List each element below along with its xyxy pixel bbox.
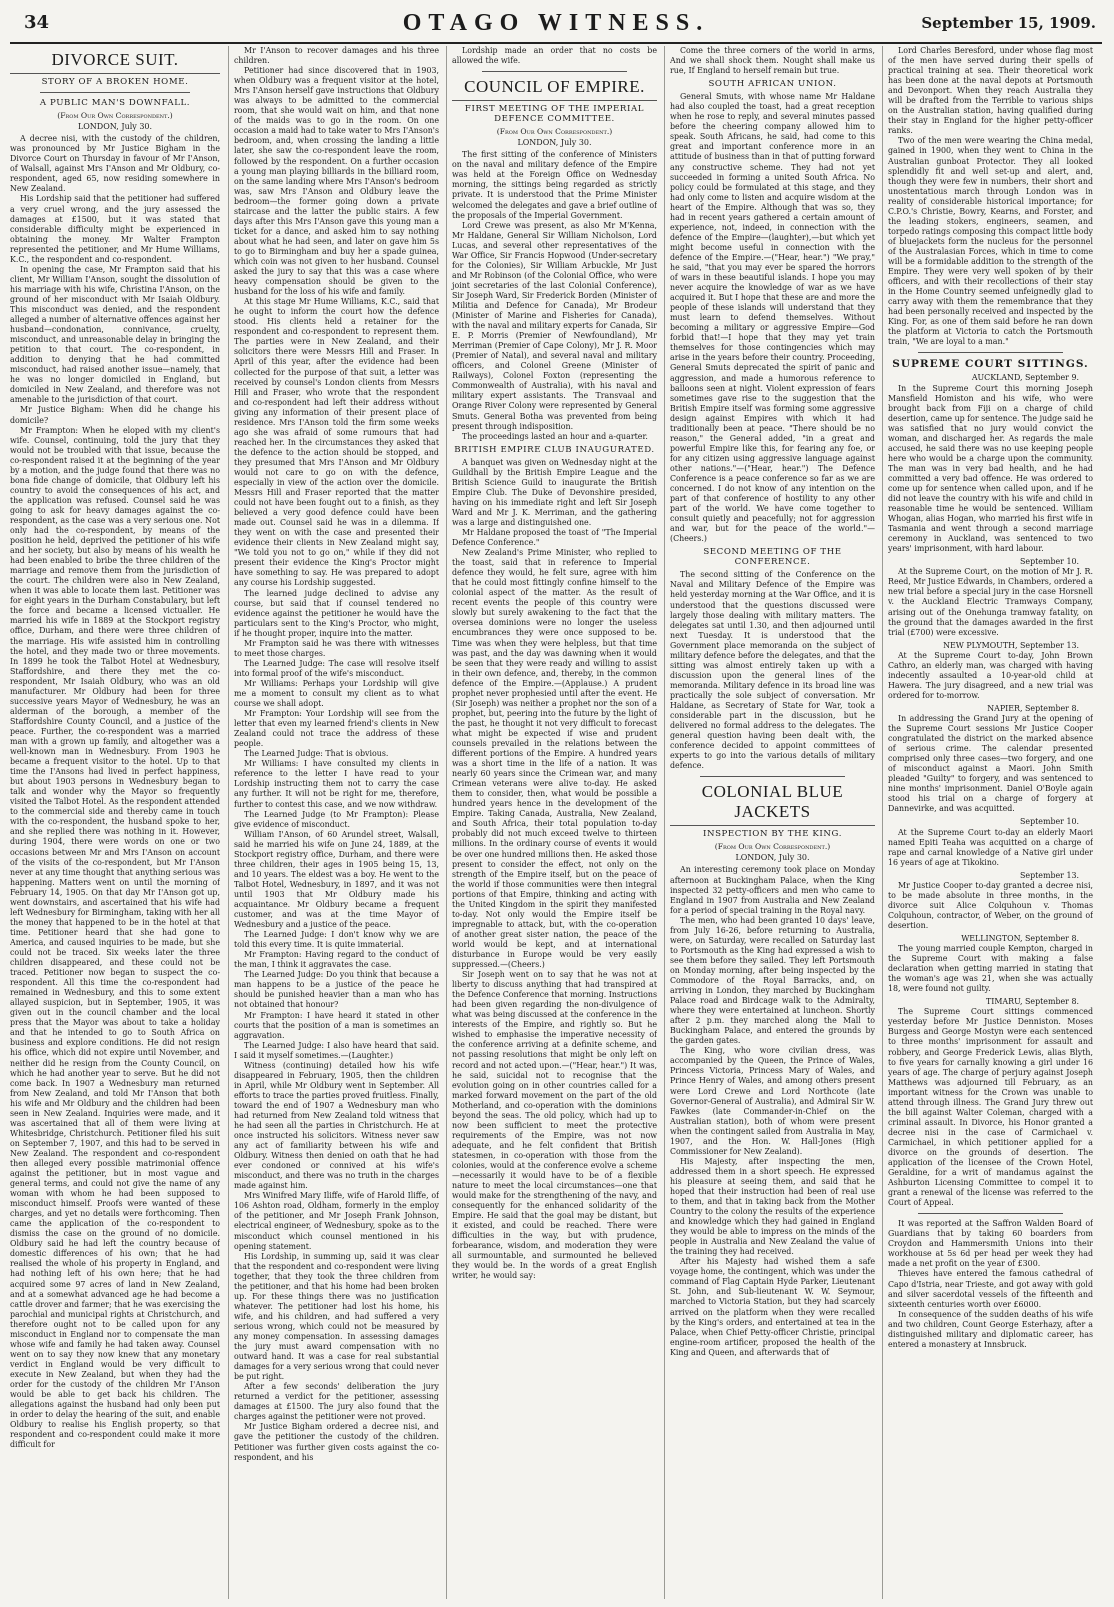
verse: Come the three corners of the world in arms, And we shall shock them. Nought shall make us rue, If England to herself remain but true. [670,46,875,76]
dateline: NEW PLYMOUTH, September 13. [943,640,1079,650]
subheading: INSPECTION BY THE KING. [702,829,843,840]
columns [10,46,1102,1599]
column-1 [10,46,220,1599]
paragraph: The second sitting of the Conference on the Naval and Military Defence of the Empire was held yesterday morning at the War Office, and it is understood that the questions discussed were largely those dealing with military matters. The delegates sat until 1.30, and then adjourned until next Tuesday. It is understood that the Government place memoranda on the subject of military defence before the delegates, and that the sitting was almost entirely taken up with a discussion upon the general lines of the memoranda. Military defence in its broad line was practically the sole subject of conversation. Mr Haldane, as Secretary of State for War, took a considerable part in the discussion, but he delivered no formal address to the delegates. The general question having been dealt with, the conference decided to appoint committees of experts to go into the various details of military defence. [670,570,875,771]
byline: (From Our Own Correspondent.) [57,111,173,121]
article-headline-council: COUNCIL OF EMPIRE. [452,77,657,101]
subheading: FIRST MEETING OF THE IMPERIAL DEFENCE COMMITTEE. [464,104,645,125]
paragraph: The King, who wore civilian dress, was accompanied by the Queen, the Prince of Wales, Princess Victoria, Princess Mary of Wales, and Prince Henry of Wales, and among others present were Lord Crewe and Lord Northcote (late Governor-General of Australia), and Admiral Sir W. Fawkes (late Commander-in-Chief on the Australian station), both of whom were present when the contingent sailed from Australia in May, 1907, and the Hon. W. Hall-Jones (High Commissioner for New Zealand). [670,1046,875,1156]
dateline: September 10. [1020,817,1079,827]
paragraph: His Lordship, in summing up, said it was clear that the respondent and co-respondent were living together, that they took the three children from the petitioner, and that his home had been broken up. For these things there was no justification whatever. The petitioner had lost his home, his wife, and his children, and had suffered a very serious wrong, which could not be measured by any money compensation. In assessing damages the jury must award compensation with no outward hand. It was a case for real substantial damages for a very serious wrong that could never be put right. [234,1251,439,1382]
paragraph: Mr Frampton: Your Lordship will see from the letter that even my learned friend's clients in New Zealand could not trace the address of these people. [234,709,439,749]
paragraph: Mr Justice Bigham: When did he change his domicile? [10,405,220,425]
dateline: TIMARU, September 8. [985,997,1079,1007]
paragraph: The Learned Judge (to Mr Frampton): Please give evidence of misconduct. [234,809,439,829]
paragraph: Mr Haldane proposed the toast of "The Imperial Defence Conference." [452,528,657,548]
divider [700,776,845,777]
subheading: SOUTH AFRICAN UNION. [708,79,837,90]
dateline: WELLINGTON, September 8. [961,933,1079,943]
paragraph: Two of the men were wearing the China medal, gained in 1900, when they went to China in the Australian gunboat Protector. They all looked splendidly fit and well set-up and alert, and, though they were few in numbers, their short and unostentatious march through London was in reality of considerable historical importance; for C.P.O.'s Christie, Bowry, Kearns, and Forster, and the leading stokers, engineers, seamen, and torpedo ratings composing this compact little body of bluejackets form the nucleus for the personnel of the Australasian Forces, which in time to come will be a formidable addition to the strength of the Empire. They were very well spoken of by their officers, and with their recollections of their stay in the Home Country seemed unfeignedly glad to carry away with them the remembrance that they had been personally received and inspected by the King. For, as one of them said before he ran down the platform at Victoria to catch the Portsmouth train, "We are loyal to a man." [888,136,1093,347]
byline: (From Our Own Correspondent.) [714,842,831,852]
paragraph: Lordship made an order that no costs be allowed the wife. [452,46,657,66]
paragraph: The Learned Judge: Do you think that because a man happens to be a justice of the peace he should be punished heavier than a man who has not obtained that honour? [234,970,439,1010]
article-headline-supreme-court: SUPREME COURT SITTINGS. [892,358,1089,371]
paragraph: New Zealand's Prime Minister, who replied to the toast, said that in reference to Imperial defence they would, he felt sure, agree with him that he could most fittingly confine himself to the colonial aspect of the matter. As the result of recent events the people of this country were slowly but surely awakening to the fact that the oversea dominions were no longer the useless encumbrances they were once supposed to be. Time was when they were helpless, but that time was past, and the day was dawning when it would be seen that they were ready and willing to assist in their own defence, and, thereby, in the common defence of the Empire.—(Applause.) A prudent prophet never prophesied until after the event. He (Sir Joseph) was neither a prophet nor the son of a prophet, but, peering into the future by the light of the past, he thought it not very difficult to forecast what might be expected if wise and prudent counsels prevailed in the relations between the different portions of the Empire. A hundred years was a short time in the life of a nation. It was nearly 60 years since the Crimean war, and many Crimean veterans were alive to-day. He asked them to consider, then, what would be possible a hundred years hence in the development of the Empire. Taking Canada, Australia, New Zealand, and South Africa, their total population to-day probably did not much exceed twelve to thirteen millions. In the ordinary course of events it would be over one hundred millions then. He asked those present to consider the effect, not only on the strength of the Empire itself, but on the peace of the world if those communities were then integral portions of that Empire, thinking and acting with the United Kingdom in the spirit they manifested to-day. Not only would the Empire itself be impregnable to attack, but, with the co-operation of another great sister nation, the peace of the world would be kept, and at international disturbance in Europe would be very easily suppressed.—(Cheers.) [452,548,657,970]
paragraph: Mr Williams: I have consulted my clients in reference to the letter I have read to your Lordship instructing them not to carry the case any further. It will not be right for me, therefore, further to contest this case, and we now withdraw. [234,759,439,809]
newspaper-title: OTAGO WITNESS. [402,10,710,36]
column-2 [228,46,439,1599]
dateline: September 10. [1020,557,1079,567]
divider [40,92,190,93]
dateline: September 13. [1020,870,1079,880]
article-headline-bluejackets: COLONIAL BLUE JACKETS [670,782,875,826]
column-4 [664,46,875,1599]
subheading: STORY OF A BROKEN HOME. [41,77,189,87]
paragraph: William I'Anson, of 60 Arundel street, Walsall, said he married his wife on June 24, 1889, at the Stockport registry office, Durham, and there were three children, their ages in 1905 being 15, 13, and 10 years. The eldest was a boy. He went to the Talbot Hotel, Wednesbury, in 1897, and it was not until 1903 that Mr Oldbury made his acquaintance. Mr Oldbury became a frequent customer, and was at the time Mayor of Wednesbury and a justice of the peace. [234,829,439,930]
column-3 [446,46,657,1599]
paragraph: Lord Crewe was present, as also Mr M'Kenna, Mr Haldane, General Sir William Nicholson, Lord Lucas, and several other representatives of the War Office, Sir Francis Hopwood (Under-secretary for the Colonies), Sir William Arbuckle, Mr Just and Mr Robinson (of the Colonial Office, who were joint secretaries of the last Colonial Conference), Sir Joseph Ward, Sir Frederick Borden (Minister of Militia and Defence for Canada), Mr Brodeur (Minister of Marine and Fisheries for Canada), with the naval and military experts for Canada, Sir E. P. Morris (Premier of Newfoundland), Mr Merriman (Premier of Cape Colony), Mr J. R. Moor (Premier of Natal), and several naval and military officers, and Colonel Greene (Minister of Railways), Colonel Foxton (representing the Commonwealth of Australia), with his naval and military expert assistants. The Transvaal and Orange River Colony were represented by General Smuts. General Botha was prevented from being present through indisposition. [452,220,657,431]
paragraph: His Majesty, after inspecting the men, addressed them in a short speech. He expressed his pleasure at seeing them, and said that he hoped that their instruction had been of real use to them, and that in taking back from the Mother Country to the colony the results of the experience and knowledge which they had gained in England they would be able to impress on the minds of the people in Australia and New Zealand the value of the training they had received. [670,1156,875,1257]
paragraph: In the Supreme Court this morning Joseph Mansfield Homiston and his wife, who were brought back from Fiji on a charge of child desertion, came up for sentence. The judge said he was satisfied that no jury would convict the woman, and discharged her. As regards the male accused, he said there was no use keeping people here who would be a charge upon the community. The man was in very bad health, and he had committed a very bad offence. He was ordered to come up for sentence when called upon, and if he did not leave the country with his wife and child in reasonable time he would be sentenced. William Whogan, alias Hogan, who married his first wife in Tasmania and went through a second marriage ceremony in Auckland, was sentenced to two years' imprisonment, with hard labour. [888,383,1093,554]
paragraph: Mr Justice Cooper to-day granted a decree nisi, to be made absolute in three months, in the divorce suit Alice Colquhoun v. Thomas Colquhoun, contractor, of Weber, on the ground of desertion. [888,880,1093,930]
paragraph: Mr Frampton: When he eloped with my client's wife. Counsel, continuing, told the jury that they would not be troubled with that issue, because the co-respondent raised it at the beginning of the year by a motion, and the judge found that there was no bona fide change of domicile, that Oldbury left his country to avoid the consequences of his act, and the application was refused. Counsel said he was going to ask for heavy damages against the co-respondent, as the case was a very serious one. Not only had the co-respondent, by means of the position he held, deprived the petitioner of his wife and her society, but also by means of his wealth he had been enabled to bribe the three children of the marriage and remove them from the jurisdiction of the court. The children were also in New Zealand, when it was able to locate them last. Petitioner was for eight years in the Durham Constabulary, but left the force and became a licensed victualler. He married his wife in 1889 at the Stockport registry office, Durham, and there were three children of the marriage. His wife assisted him in controlling the hotel, and they made two or three movements. In 1899 he took the Talbot Hotel at Wednesbury, Staffordshire, and there they met the co-respondent, Mr Isaiah Oldbury, who was an old manufacturer. Mr Oldbury had been for three successive years Mayor of Wednesbury, he was an alderman of the borough, a member of the Staffordshire County Council, and a justice of the peace. Further, the co-respondent was a married man with a grown up family, and altogether was a well-known man in Wednesbury. From 1903 he became a frequent visitor to the hotel. Up to that time the I'Ansons had lived in perfect happiness, but about 1903 persons in Wednesbury began to talk and wonder why the Mayor so frequently visited the Talbot Hotel. As the respondent attended to the commercial side and thereby came in touch with the co-respondent, the husband spoke to her, and she replied there was nothing in it. However, during 1904, there were words on one or two occasions between Mr and Mrs I'Anson on account of the visits of the co-respondent, but Mr I'Anson never at any time thought that anything serious was happening. Matters went on until the morning of February 14, 1905. On that day Mr I'Anson got up, went downstairs, and ascertained that his wife had left Wednesbury for Birmingham, taking with her all the money that happened to be in the hotel at that time. Petitioner heard that she had gone to America, and caused inquiries to be made, but she could not be traced. Six weeks later the three children disappeared, and these could not be traced. Petitioner now began to suspect the co-respondent. All this time the co-respondent had remained in Wednesbury, and this to some extent allayed suspicion, but in September, 1905, it was given out in the council chamber and the local press that the Mayor was about to take a holiday and that he intended to go to South Africa on business and explore conditions. He did not resign his office, which did not expire until November, and neither did he resign from the County Council, on which he had another year to serve. But he did not come back. In 1907 a Wednesbury man returned from New Zealand, and told Mr I'Anson that both his wife and Mr Oldbury and the children had been seen in New Zealand. Inquiries were made, and it was ascertained that all of them were living at Whitesbridge, Christchurch. Petitioner filed his suit on September 7, 1907, and this had to be served in New Zealand. The respondent and co-respondent then alleged every possible matrimonial offence against the petitioner, but in most vague and general terms, and could not give the name of any woman with whom he had been supposed to misconduct himself. Proofs were wanted of these charges, and yet no details were forthcoming. Then came the application of the co-respondent to dismiss the case on the ground of no domicile. Oldbury said he had left the country because of domestic differences of his own; that he had realised the whole of his property in England, and had nothing left of his own here; that he had acquired some 97 acres of land in New Zealand, and at a somewhat advanced age he had become a cattle drover and farmer; that he was exercising the parochial and municipal rights at Christchurch, and therefore ought not to be called upon for any misconduct in England nor to compensate the man whose wife and family he had taken away. Counsel went on to say they now knew that any monetary verdict in England would be very difficult to execute in New Zealand, but when they had the order for the custody of the children Mr I'Anson would be able to get back his children. The allegations against the husband had only been put in order to delay the hearing of the suit, and enable Oldbury to realise his English property, so that respondent and co-respondent could make it more difficult for [10,425,220,1450]
paragraph: In consequence of the sudden deaths of his wife and two children, Count George Esterhazy, after a distinguished military and diplomatic career, has entered a monastery at Innsbruck. [888,1309,1093,1349]
paragraph: Sir Joseph went on to say that he was not at liberty to discuss anything that had transpired at the Defence Conference that morning. Instructions had been given regarding the non-divulgence of what was being discussed at the conference in the interests of the Empire, and rightly so. But he wished to emphasise the imperative necessity of the conference arriving at a definite scheme, and not passing resolutions that might be only left on record and not acted upon.—("Hear, hear.") It was, he said, suicidal not to recognise that the evolution going on in other countries called for a marked forward movement on the part of the old Motherland, and co-operation with the dominions beyond the seas. The old policy, which had up to now been sufficient to meet the protective requirements of the Empire, was not now adequate, and he felt confident that British statesmen, in co-operation with those from the colonies, would at the conference evolve a scheme—necessarily it would have to be of a flexible nature to meet the local circumstances—one that would make for the strengthening of the navy, and consequently for the enhanced solidarity of the Empire. He said that the goal may be distant, but it existed, and could be reached. There were difficulties in the way, but with prudence, forbearance, wisdom, and moderation they were all surmountable, and surmounted he believed they would be. In the words of a great English writer, he would say: [452,970,657,1281]
divider [482,71,627,72]
paragraph: The Learned Judge: I also have heard that said. I said it myself sometimes.—(Laughter.) [234,1040,439,1060]
paragraph: The young married couple Kempton, charged in the Supreme Court with making a false declaration when getting married in stating that the woman's age was 21, when she was actually 18, were found not guilty. [888,944,1093,994]
paragraph: The learned judge declined to advise any course, but said that if counsel tendered no evidence against the petitioner he would have the particulars sent to the King's Proctor, who might, if he thought proper, inquire into the matter. [234,588,439,638]
masthead [10,4,1102,44]
paragraph: Mr Frampton: I have heard it stated in other courts that the position of a man is sometimes an aggravation. [234,1010,439,1040]
article-headline-divorce: DIVORCE SUIT. [10,50,220,74]
paragraph: The Learned Judge: The case will resolve itself into formal proof of the wife's misconduct. [234,658,439,678]
paragraph: The Learned Judge: I don't know why we are told this every time. It is quite immaterial. [234,930,439,950]
divider [918,1213,1063,1214]
paragraph: After his Majesty had wished them a safe voyage home, the contingent, which was under the command of Flag Captain Hyde Parker, Lieutenant St. John, and Sub-lieutenant W. W. Seymour, marched to Victoria Station, but they had scarcely arrived on the platform when they were recalled by the King's orders, and entertained at tea in the Palace, when Chief Petty-officer Christie, principal engine-room artificer, proposed the health of the King and Queen, and afterwards that of [670,1257,875,1357]
paragraph: Mr Justice Bigham ordered a decree nisi, and gave the petitioner the custody of the children. Petitioner was further given costs against the co-respondent, and his [234,1422,439,1462]
paragraph: Petitioner had since discovered that in 1903, when Oldbury was a frequent visitor at the hotel, Mrs I'Anson herself gave instructions that Oldbury was always to be admitted to the commercial room, that she would wait on him, and that none of the maids was to go in the room. On one occasion a maid had to take water to Mrs I'Anson's bedroom, and, when crossing the landing a little later, she saw the co-respondent leave the room, followed by the respondent. On a further occasion a young man playing billiards in the billiard room, on the same landing where Mrs I'Anson's bedroom was, saw Mrs I'Anson and Oldbury leave the bedroom—the former going down a private staircase and the latter the public stairs. A few days after this Mrs I'Anson gave this young man a ticket for a dance, and asked him to say nothing about what he had seen, and later on gave him 5s to go to Birmingham and buy her a spade guinea, which coin was not given to her husband. Counsel asked the jury to say that this was a case where heavy compensation should be given to the husband for the loss of his wife and family. [234,66,439,297]
paragraph: The men, who had been granted 10 days' leave, from July 16-26, before returning to Australia, were, on Saturday, were recalled on Saturday last to Portsmouth as the King had expressed a wish to see them before they sailed. They left Portsmouth on Monday morning, after being inspected by the Commodore of the Royal Barracks, and, on arriving in London, they marched by Buckingham Palace road and Birdcage walk to the Admiralty, where they were entertained at luncheon. Shortly after 2 p.m. they marched along the Mall to Buckingham Palace, and entered the grounds by the garden gates. [670,915,875,1046]
dateline: LONDON, July 30. [735,853,810,863]
subheading: SECOND MEETING OF THE CONFERENCE. [703,547,842,568]
paragraph: At this stage Mr Hume Williams, K.C., said that he ought to inform the court how the defence stood. His clients held a retainer for the respondent and co-respondent to represent them. The parties were in New Zealand, and their solicitors there were Messrs Hill and Fraser. In April of this year, after the evidence had been collected for the purpose of that suit, a letter was received by counsel's London clients from Messrs Hill and Fraser, who wrote that the respondent and co-respondent had left their address without giving any information of their present place of residence. Mrs I'Anson told the firm some weeks ago she was afraid of some rumours that had reached her. In the circumstances they asked that the defence to the action should be stopped, and they presumed that Mrs I'Anson and Mr Oldbury would not care to go on with the defence, especially in view of the action over the domicile. Messrs Hill and Fraser reported that the matter could not have been fought out to a finish, as they believed a very good defence could have been made out. Counsel said he was in a dilemma. If they went on with the case and presented their evidence their clients in New Zealand might say, "We told you not to go on," while if they did not present their evidence the King's Proctor might have something to say. He was prepared to adopt any course his Lordship suggested. [234,297,439,588]
paragraph: The Supreme Court sittings commenced yesterday before Mr Justice Denniston. Moses Burgess and George Mostyn were each sentenced to three months' imprisonment for assault and robbery, and George Frederick Lewis, alias Blyth, to five years for carnally knowing a girl under 16 years of age. The charge of perjury against Joseph Matthews was adjourned till February, as an important witness for the Crown was unable to attend through illness. The Grand Jury threw out the bill against Walter Coleman, charged with a criminal assault. In Divorce, his Honor granted a decree nisi in the case of Carmichael v. Carmichael, in which petitioner applied for a divorce on the grounds of desertion. The application of the licensee of the Crown Hotel, Geraldine, for a writ of mandamus against the Ashburton Licensing Committee to compel it to grant a renewal of the license was referred to the Court of Appeal. [888,1007,1093,1208]
dateline: LONDON, July 30. [77,122,153,132]
paragraph: The Learned Judge: That is obvious. [244,749,389,759]
paragraph: His Lordship said that the petitioner had suffered a very cruel wrong, and the jury assessed the damages at £1500, but it was stated that considerable difficulty might be experienced in obtaining the money. Mr Walter Frampton represented the petitioner, and Mr Hume Williams, K.C., the respondent and co-respondent. [10,194,220,264]
dateline: AUCKLAND, September 9. [971,373,1079,383]
paragraph: At the Supreme Court, on the motion of Mr J. R. Reed, Mr Justice Edwards, in Chambers, ordered a new trial before a special jury in the case Horsnell v. the Auckland Electric Tramways Company, arising out of the Onehunga tramway fatality, on the ground that the damages awarded in the first trial (£700) were excessive. [888,567,1093,637]
paragraph: At the Supreme Court to-day an elderly Maori named Epiti Teaha was acquitted on a charge of rape and carnal knowledge of a Native girl under 16 years of age at Tikokino. [888,827,1093,867]
subheading: A PUBLIC MAN'S DOWNFALL. [39,98,191,109]
paragraph: After a few seconds' deliberation the jury returned a verdict for the petitioner, assessing damages at £1500. The jury also found that the charges against the petitioner were not proved. [234,1382,439,1422]
paragraph: A banquet was given on Wednesday night at the Guildhall by the British Empire League and the British Science Guild to inaugurate the British Empire Club. The Duke of Devonshire presided, having on his immediate right and left Sir Joseph Ward and Mr J. K. Merriman, and the gathering was a large and distinguished one. [452,457,657,527]
dateline: NAPIER, September 8. [987,703,1079,713]
paragraph: Mr I'Anson to recover damages and his three children. [234,46,439,66]
paragraph: General Smuts, with whose name Mr Haldane had also coupled the toast, had a great reception when he rose to reply, and several minutes passed before the cheering company allowed him to speak. South Africans, he said, had come to this great and important conference more in an attitude of business than in that of putting forward any constructive scheme. They had not yet succeeded in forming a united South Africa. No policy could be formulated at this stage, and they had only come to listen and acquire wisdom at the heart of the Empire. Although that was so, they had in recent years gathered a certain amount of experience, not, indeed, in connection with the defence of the Empire—(laughter),—but which yet might become useful in connection with the defence of the Empire.—("Hear, hear.") "We pray," he said, "that you may ever be spared the horrors of wars in these beautiful islands. I hope you may never acquire the knowledge of war as we have acquired it. But I hope that these are and more the people of these islands will understand that they must learn to defend themselves. Without becoming a military or aggressive Empire—God forbid that!—I hope that they may yet train themselves for those contingencies which may arise in the years before their country. Proceeding, General Smuts deprecated the spirit of panic and aggression, and made a humorous reference to balloons seen at night. Violent expression of fears sometimes gave rise to the suggestion that the British Empire itself was forming some aggressive design against Empires with which it had traditionally been at peace. "There should be no reason," the General added, "in a great and powerful Empire like this, for fearing any foe, or for any citizen using aggressive language against other nations."—("Hear, hear.") The Defence Conference is a peace conference so far as we are concerned. I do not know of any intention on the part of that conference of hostility to any other part of the world. We have come together to consult quietly and peacefully; not for aggression and war, but for the peace of the world."—(Cheers.) [670,92,875,544]
column-5 [882,46,1093,1599]
paragraph: Thieves have entered the famous cathedral of Capo d'Istria, near Trieste, and got away with gold and silver sacerdotal vessels of the fifteenth and sixteenth centuries worth over £6000. [888,1269,1093,1309]
paragraph: Lord Charles Beresford, under whose flag most of the men have served during their spells of practical training at sea. Their theoretical work has been done at the naval depots at Portsmouth and Devonport. When they reach Australia they will be drafted from the Terrible to various ships on the Australian station, having qualified during their stay in England for the higher petty-officer ranks. [888,46,1093,136]
paragraph: The first sitting of the conference of Ministers on the naval and military defence of the Empire was held at the Foreign Office on Wednesday morning, the sittings being regarded as strictly private. It is understood that the Prime Minister welcomed the delegates and gave a brief outline of the proposals of the Imperial Government. [452,150,657,220]
paragraph: In opening the case, Mr Frampton said that his client, Mr William I'Anson, sought the dissolution of his marriage with his wife, Christina I'Anson, on the ground of her misconduct with Mr Isaiah Oldbury. This misconduct was denied, and the respondent alleged a number of alternative offences against her husband—condonation, connivance, cruelty, misconduct, and unreasonable delay in bringing the petition to that court. The co-respondent, in addition to denying that he had committed misconduct, had raised another issue—namely, that he was no longer domiciled in England, but domiciled in New Zealand, and therefore was not amenable to the jurisdiction of that court. [10,264,220,405]
paragraph: Witness (continuing) detailed how his wife disappeared in February, 1905, then the children in April, while Mr Oldbury went in September. All efforts to trace the parties proved fruitless. Finally, toward the end of 1907 a Wednesbury man who had returned from New Zealand told witness that he had seen all the parties in Christchurch. He at once instructed his solicitors. Witness never saw any act of familiarity between his wife and Oldbury. Witness then denied on oath that he had ever condoned or connived at his wife's misconduct, and there was no truth in the charges made against him. [234,1060,439,1191]
paragraph: Mr Williams: Perhaps your Lordship will give me a moment to consult my client as to what course we shall adopt. [234,678,439,709]
paragraph: At the Supreme Court to-day, John Brown Cathro, an elderly man, was charged with having indecently assaulted a 10-year-old child at Hawera. The jury disagreed, and a new trial was ordered for to-morrow. [888,650,1093,700]
paragraph: Mr Frampton: Having regard to the conduct of the man, I think it aggravates the case. [234,950,439,970]
dateline: LONDON, July 30. [517,138,592,148]
paragraph: An interesting ceremony took place on Monday afternoon at Buckingham Palace, when the King inspected 32 petty-officers and men who came to England in 1907 from Australia and New Zealand for a period of special training in the Royal navy. [670,865,875,915]
paragraph: In addressing the Grand Jury at the opening of the Supreme Court sessions Mr Justice Cooper congratulated the district on the marked absence of serious crime. The calendar presented comprised only three cases—two forgery, and one of misconduct against a Maori. John Smith pleaded "Guilty" to forgery, and was sentenced to nine months' imprisonment. Daniel O'Boyle again stood his trial on a charge of forgery at Dannevirke, and was acquitted. [888,714,1093,814]
paragraph: The proceedings lasted an hour and a-quarter. [462,431,648,441]
paragraph: Mrs Winifred Mary Iliffe, wife of Harold Iliffe, of 106 Ashton road, Oldham, formerly in the employ of the petitioner, and Mr Joseph Frank Johnson, electrical engineer, of Wednesbury, spoke as to the misconduct which counsel mentioned in his opening statement. [234,1191,439,1251]
byline: (From Our Own Correspondent.) [496,127,613,137]
subheading: BRITISH EMPIRE CLUB INAUGURATED. [454,444,655,455]
paragraph: A decree nisi, with the custody of the children, was pronounced by Mr Justice Bigham in the Divorce Court on Thursday in favour of Mr I'Anson, of Walsall, against Mrs I'Anson and Mr Oldbury, co-respondent, aged 65, now residing somewhere in New Zealand. [10,134,220,194]
issue-date: September 15, 1909. [921,14,1096,32]
paragraph: It was reported at the Saffron Walden Board of Guardians that by taking 60 boarders from Croydon and Hammersmith Unions into their workhouse at 5s 6d per head per week they had made a net profit on the year of £300. [888,1219,1093,1269]
divider [918,352,1063,353]
paragraph: Mr Frampton said he was there with witnesses to meet those charges. [234,638,439,658]
page-number: 34 [24,12,50,33]
